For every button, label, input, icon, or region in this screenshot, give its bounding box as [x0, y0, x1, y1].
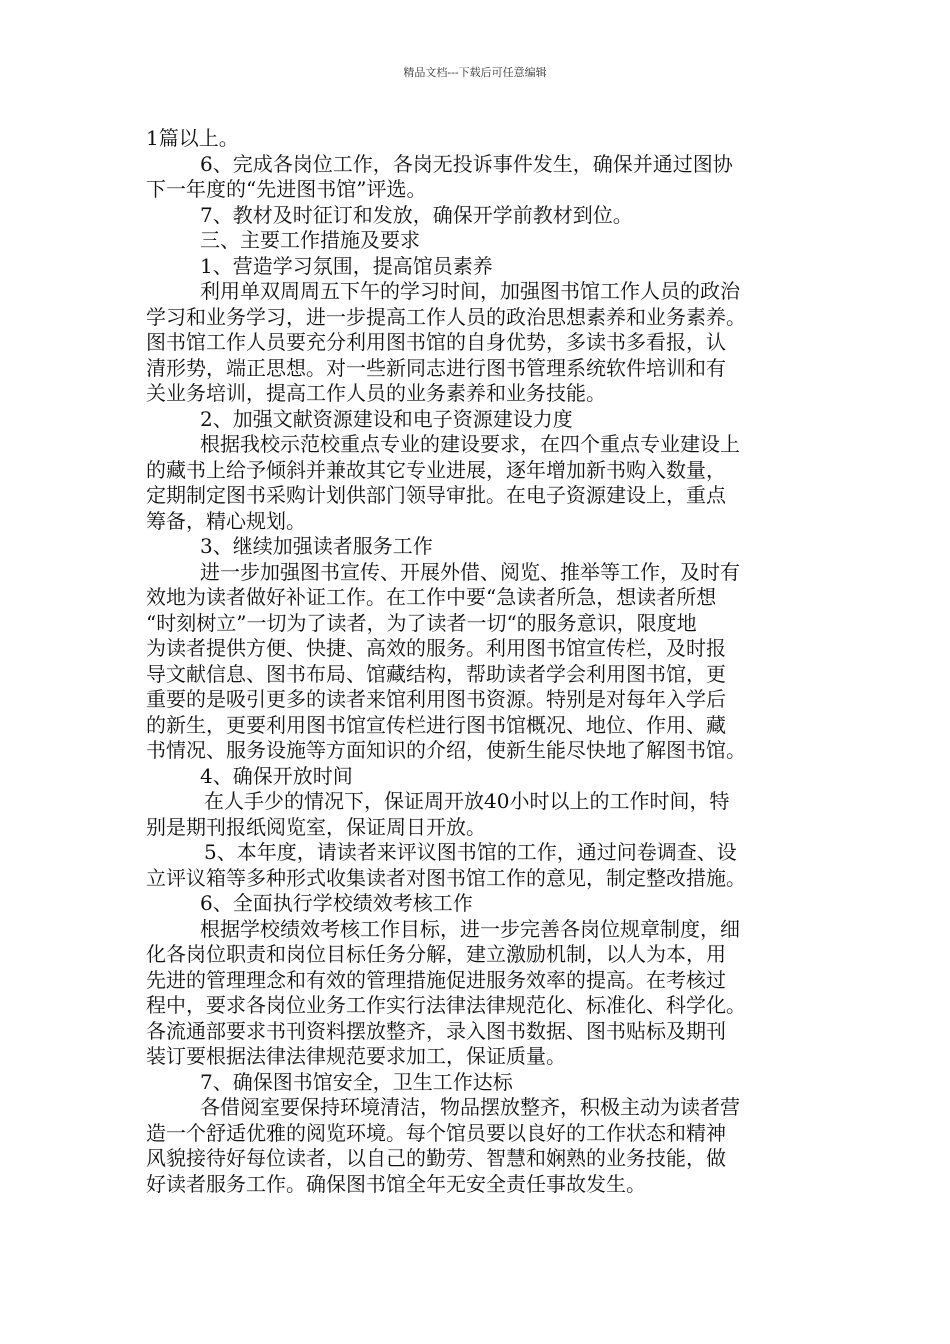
page-header: 精品文档---下载后可任意编辑	[403, 66, 547, 79]
text-line: 造一个舒适优雅的阅览环境。每个馆员要以良好的工作状态和精神	[146, 1120, 726, 1145]
text-line: 图书馆工作人员要充分利用图书馆的自身优势，多读书多看报，认	[146, 330, 726, 354]
text-line: 根据我校示范校重点专业的建设要求，在四个重点专业建设上	[200, 432, 740, 456]
text-line: 3、继续加强读者服务工作	[200, 534, 433, 558]
text-line: 的藏书上给予倾斜并兼故其它专业进展，逐年增加新书购入数量，	[146, 457, 726, 482]
text-line: 程中，要求各岗位业务工作实行法律法律规范化、标准化、科学化。	[146, 993, 746, 1017]
text-line: 6、全面执行学校绩效考核工作	[200, 891, 473, 915]
text-line: 利用单双周周五下午的学习时间，加强图书馆工作人员的政治	[200, 279, 740, 303]
text-line: 5、本年度，请读者来评议图书馆的工作，通过问卷调查、设	[204, 840, 737, 864]
text-line: 4、确保开放时间	[200, 763, 353, 788]
text-line: 定期制定图书采购计划供部门领导审批。在电子资源建设上，重点	[146, 483, 726, 507]
text-line: 重要的是吸引更多的读者来馆利用图书资源。特别是对每年入学后	[146, 687, 726, 711]
text-line: 立评议箱等多种形式收集读者对图书馆工作的意见，制定整改措施。	[146, 865, 746, 890]
text-line: 7、确保图书馆安全，卫生工作达标	[200, 1069, 513, 1094]
text-line: 装订要根据法律法律规范要求加工，保证质量。	[146, 1044, 566, 1068]
text-line: 三、主要工作措施及要求	[200, 228, 420, 252]
text-line: 的新生，更要利用图书馆宣传栏进行图书馆概况、地位、作用、藏	[146, 712, 726, 737]
text-line: 书情况、服务设施等方面知识的介绍，使新生能尽快地了解图书馆。	[146, 738, 746, 762]
text-line: 先进的管理理念和有效的管理措施促进服务效率的提高。在考核过	[146, 967, 726, 992]
text-line: 学习和业务学习，进一步提高工作人员的政治思想素养和业务素养。	[146, 304, 746, 329]
text-line: 好读者服务工作。确保图书馆全年无安全责任事故发生。	[146, 1171, 646, 1196]
text-line: 各流通部要求书刊资料摆放整齐，录入图书数据、图书贴标及期刊	[146, 1018, 726, 1043]
text-line: 7、教材及时征订和发放，确保开学前教材到位。	[200, 202, 633, 227]
text-line: 化各岗位职责和岗位目标任务分解，建立激励机制，以人为本，用	[146, 942, 726, 966]
text-line: 各借阅室要保持环境清洁，物品摆放整齐，积极主动为读者营	[200, 1095, 740, 1119]
text-line: 风貌接待好每位读者，以自己的勤劳、智慧和娴熟的业务技能，做	[146, 1146, 726, 1170]
text-line: 清形势，端正思想。对一些新同志进行图书管理系统软件培训和有	[146, 355, 726, 380]
text-line: 为读者提供方便、快捷、高效的服务。利用图书馆宣传栏，及时报	[146, 636, 726, 660]
text-line: 1篇以上。	[146, 126, 239, 150]
text-line: 关业务培训，提高工作人员的业务素养和业务技能。	[146, 381, 606, 405]
text-line: 效地为读者做好补证工作。在工作中要“急读者所急，想读者所想	[146, 585, 717, 609]
text-line: 6、完成各岗位工作，各岗无投诉事件发生，确保并通过图协	[200, 151, 733, 176]
text-line: “时刻树立”一切为了读者，为了读者一切“的服务意识，限度地	[146, 610, 697, 635]
text-line: 导文献信息、图书布局、馆藏结构，帮助读者学会利用图书馆，更	[146, 661, 726, 686]
text-line: 在人手少的情况下，保证周开放40小时以上的工作时间，特	[204, 789, 730, 813]
text-line: 进一步加强图书宣传、开展外借、阅览、推举等工作，及时有	[200, 559, 740, 584]
document-body	[146, 126, 818, 1197]
text-line: 下一年度的“先进图书馆”评选。	[146, 177, 427, 201]
text-line: 筹备，精心规划。	[146, 508, 306, 533]
text-line: 1、营造学习氛围，提高馆员素养	[200, 253, 493, 278]
text-line: 别是期刊报纸阅览室，保证周日开放。	[146, 814, 486, 839]
text-line: 2、加强文献资源建设和电子资源建设力度	[200, 406, 573, 431]
text-line: 根据学校绩效考核工作目标，进一步完善各岗位规章制度，细	[200, 916, 740, 941]
